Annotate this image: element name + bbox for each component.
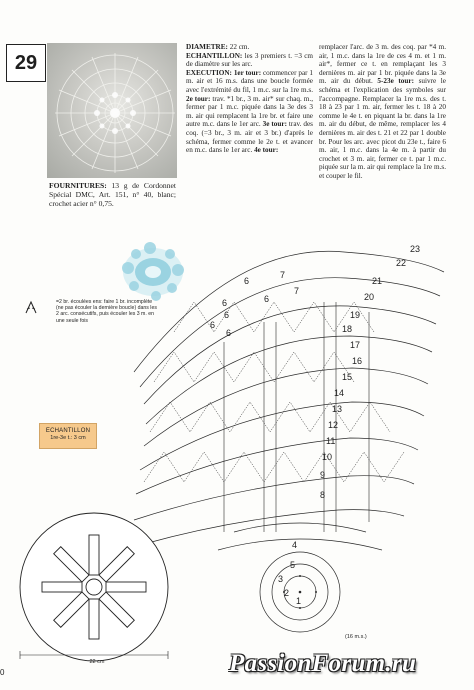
diameter-label: DIAMETRE: xyxy=(186,43,228,51)
round-6-label-e: 6 xyxy=(224,310,230,320)
round-20-label: 20 xyxy=(364,292,375,302)
round-18-label: 18 xyxy=(342,324,353,334)
supplies-section xyxy=(49,181,176,208)
execution-text-6: suivre le schéma et l'explication des symboles sur l'accompagne. Remplacer la 1re m.s. des t. 18 à 23 par 1 m. air, fermer les t. 18 à 20 comme le 4e t. en piquant la br. dans la 1re m. air du début, de même, remplacer les 4 dernières m. air des t. 21 et 22 par 1 double br. Pour les arc. avec picot du 23e t., faire 6 m. air, 1 m.c. dans la 4e m. à partir du crochet et 3 m. air, fermer ce t. par 1 m.c. piquée sur la m. air qui remplace la 1re m.s. et couper le fil. xyxy=(319,77,446,180)
round-23-label: 23 xyxy=(410,244,421,254)
round-5-label: 5 xyxy=(290,560,296,570)
round-6-label-d: 6 xyxy=(210,320,216,330)
round-6-label-c: 6 xyxy=(222,298,228,308)
round-9-label: 9 xyxy=(320,470,326,480)
doily-photo xyxy=(47,43,177,178)
round-8-label: 8 xyxy=(320,490,326,500)
round-7-label-a: 7 xyxy=(280,270,286,280)
supplies-text: 13 g de Cordonnet Spécial DMC, Art. 151, n° 40, blanc; crochet acier n° 0,75. xyxy=(49,181,176,208)
sample-swatch-label xyxy=(39,423,97,449)
supplies-paragraph xyxy=(49,181,176,208)
round-7-label-b: 7 xyxy=(294,286,300,296)
round-3-label: 3 xyxy=(278,574,284,584)
legend-note: =2 br. écoulées ens: faire 1 br. incomplète (ne pas écouler la dernière boucle) dans les 2 arc. consécutifs, puis écouler les 3 m. en une seule fois xyxy=(56,299,157,324)
round-6-label-f: 6 xyxy=(226,328,232,338)
instructions-paragraph xyxy=(186,43,313,155)
round-2-label: 2e tour: xyxy=(186,94,211,103)
round-17-label: 17 xyxy=(350,340,361,350)
round-1-label: 1 xyxy=(296,596,302,606)
round-11-label: 11 xyxy=(326,436,336,446)
instructions-column-2 xyxy=(319,43,446,181)
execution-label: EXECUTION: xyxy=(186,68,232,77)
decrease-stitch-symbol-icon xyxy=(24,300,38,314)
supplies-label: FOURNITURES: xyxy=(49,181,107,190)
round-19-label: 19 xyxy=(350,310,361,320)
round-22-label: 22 xyxy=(396,258,407,268)
round-6-label-b: 6 xyxy=(264,294,270,304)
instructions-column-1 xyxy=(186,43,313,155)
corner-mark: 0 xyxy=(0,668,5,677)
execution-text-4: trav. des coq. (=3 br., 3 m. air et 3 br.) d'après le schéma, fermer comme le 2e t. et avancer en m.c. dans le 1er arc. xyxy=(186,120,313,155)
sample-box-title: ECHANTILLON xyxy=(45,428,91,434)
round-3-label: 3e tour: xyxy=(262,120,287,129)
round-5-23-label: 5-23e tour: xyxy=(377,77,414,86)
execution-text-3: trav. *1 br., 3 m. air* sur chaq. m., fermer par 1 m.c. piquée dans la 3e des 3 m. air qui remplacent la 1re br. et faire une autre m.c. dans le 1er arc. xyxy=(186,94,313,129)
site-watermark: PassionForum.ru xyxy=(229,650,417,677)
sample-text: les 3 premiers t. =3 cm de diamètre sur les arc. xyxy=(186,51,313,69)
instructions-continued xyxy=(319,43,446,181)
round-15-label: 15 xyxy=(342,372,353,382)
round-21-label: 21 xyxy=(372,276,383,286)
round-4-label: 4e tour: xyxy=(254,146,279,155)
round-13-label: 13 xyxy=(332,404,343,414)
round-12-label: 12 xyxy=(328,420,339,430)
sample-label: ECHANTILLON: xyxy=(186,51,243,60)
round-4-label: 4 xyxy=(292,540,298,550)
doily-layout-diagram xyxy=(12,505,176,669)
diameter-value: 22 cm. xyxy=(227,43,250,51)
round-10-label: 10 xyxy=(322,452,333,462)
doily-photo-illustration xyxy=(47,43,177,178)
pattern-number xyxy=(6,44,46,82)
diameter-dimension-label: 22 cm xyxy=(89,659,105,665)
round-1-label: 1er tour: xyxy=(233,68,262,77)
round-6-label-a: 6 xyxy=(244,276,250,286)
execution-text-5: remplacer l'arc. de 3 m. des coq. par *4 m. air, 1 m.c. dans la 1re de ces 4 m. et 1 m. air*, fermer ce t. en remplaçant les 3 dernières m. air par 1 br. piquée dans la 3e m. air du début. xyxy=(319,43,446,86)
round-14-label: 14 xyxy=(334,388,345,398)
pattern-number-text: 29 xyxy=(14,51,38,74)
round-2-label: 2 xyxy=(284,588,290,598)
start-stitch-count: (16 m.s.) xyxy=(345,634,367,640)
execution-text-2: commencer par 1 m. air et 16 m.s. dans une boucle formée avec l'extrémité du fil, 1 m.c. sur la 1re m.s. xyxy=(186,68,313,94)
round-16-label: 16 xyxy=(352,356,363,366)
sample-box-value: 1re-3e t.: 3 cm xyxy=(50,435,86,441)
